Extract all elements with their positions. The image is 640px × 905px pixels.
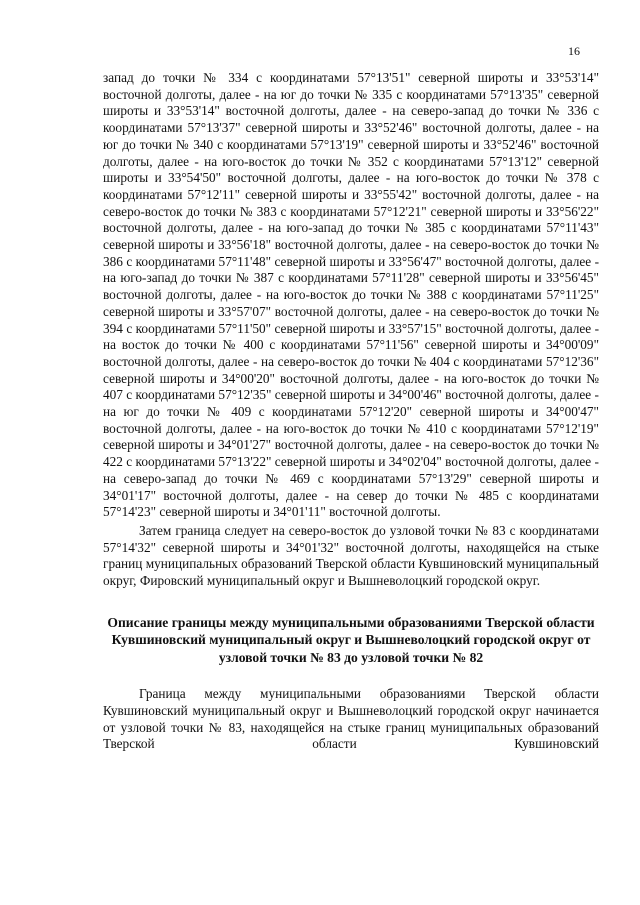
junction-point-paragraph: Затем граница следует на северо-восток до узловой точки № 83 с координатами 57°14'32" северной широты и 34°01'32" восточной долготы, находящейся на стыке границ муниципальных образований Тверской области Кувшиновский муниципальный округ, Фировский муниципальный округ и Вышневолоцкий городской округ. (103, 522, 599, 589)
document-body (103, 70, 599, 753)
boundary-description-paragraph: запад до точки № 334 с координатами 57°13'51" северной широты и 33°53'14" восточной долготы, далее - на юг до точки № 335 с координатами 57°13'35" северной широты и 33°53'14" восточной долготы, далее - на северо-запад до точки № 336 с координатами 57°13'37" северной широты и 33°52'46" восточной долготы, далее - на юг до точки № 340 с координатами 57°13'19" северной широты и 33°52'46" восточной долготы, далее - на юго-восток до точки № 352 с координатами 57°13'12" северной широты и 33°54'50" восточной долготы, далее - на юго-восток до точки № 378 с координатами 57°12'11" северной широты и 33°55'42" восточной долготы, далее - на северо-восток до точки № 383 с координатами 57°12'21" северной широты и 33°56'22" восточной долготы, далее - на юго-запад до точки № 385 с координатами 57°11'43" северной широты и 33°56'18" восточной долготы, далее - на северо-восток до точки № 386 с координатами 57°11'48" северной широты и 33°56'47" восточной долготы, далее - на юго-запад до точки № 387 с координатами 57°11'28" северной широты и 33°56'45" восточной долготы, далее - на юго-восток до точки № 388 с координатами 57°11'25" северной широты и 33°57'07" восточной долготы, далее - на северо-восток до точки № 394 с координатами 57°11'50" северной широты и 33°57'15" восточной долготы, далее - на восток до точки № 400 с координатами 57°11'56" северной широты и 34°00'09" восточной долготы, далее - на северо-восток до точки № 404 с координатами 57°12'36" северной широты и 34°00'20" восточной долготы, далее - на юго-восток до точки № 407 с координатами 57°12'35" северной широты и 34°00'46" восточной долготы, далее - на юг до точки № 409 с координатами 57°12'20" северной широты и 34°00'47" восточной долготы, далее - на юго-восток до точки № 410 с координатами 57°12'19" северной широты и 34°01'27" восточной долготы, далее - на северо-восток до точки № 422 с координатами 57°13'22" северной широты и 34°02'04" восточной долготы, далее - на северо-запад до точки № 469 с координатами 57°13'29" северной широты и 34°01'17" восточной долготы, далее - на север до точки № 485 с координатами 57°14'23" северной широты и 34°01'11" восточной долготы. (103, 70, 599, 520)
page-number: 16 (568, 44, 580, 58)
section-intro-paragraph: Граница между муниципальными образованиями Тверской области Кувшиновский муниципальный округ и Вышневолоцкий городской округ начинается от узловой точки № 83, находящейся на стыке границ муниципальных образований Тверской области Кувшиновский (103, 686, 599, 752)
section-heading: Описание границы между муниципальными образованиями Тверской области Кувшиновский муниципальный округ и Вышневолоцкий городской округ от узловой точки № 83 до узловой точки № 82 (107, 614, 595, 665)
